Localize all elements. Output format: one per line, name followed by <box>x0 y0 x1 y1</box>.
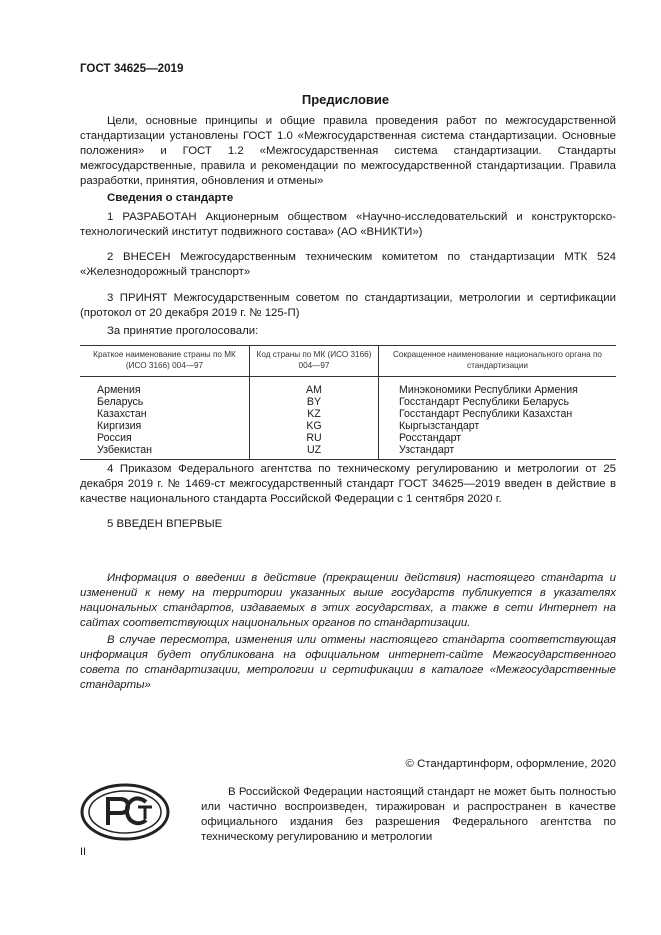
page-title: Предисловие <box>301 92 390 107</box>
table-row <box>80 408 616 420</box>
page-number: II <box>80 846 87 858</box>
agency-cell: Узстандарт <box>379 444 617 460</box>
voting-table <box>80 345 616 460</box>
code-cell: RU <box>250 432 379 444</box>
item-3: 3 ПРИНЯТ Межгосударственным советом по стандартизации, метрологии и сертификации (протокол от 20 декабря 2019 г. № 125-П) <box>80 292 616 319</box>
table-header-row <box>80 346 616 377</box>
item-2: 2 ВНЕСЕН Межгосударственным техническим комитетом по стандартизации МТК 524 «Железнодорожный транспорт» <box>80 251 616 278</box>
table-header-country: Краткое наименование страны по МК (ИСО 3166) 004—97 <box>80 346 250 377</box>
code-cell: KZ <box>250 408 379 420</box>
table-row <box>80 444 616 460</box>
item-5: 5 ВВЕДЕН ВПЕРВЫЕ <box>107 518 223 530</box>
agency-cell: Госстандарт Республики Казахстан <box>379 408 617 420</box>
rst-certification-logo-icon <box>80 783 170 841</box>
table-row <box>80 396 616 408</box>
info-paragraph-1: Информация о введении в действие (прекращении действия) настоящего стандарта и изменений к нему на территории указанных выше государств публикуется в указателях национальных стандартов, издаваемых в этих государствах, а также в сети Интернет на сайтах соответствующих национальных органов по стандартизации. <box>80 572 616 629</box>
item-4: 4 Приказом Федерального агентства по техническому регулированию и метрологии от 25 декабря 2019 г. № 1469-ст межгосударственный стандарт ГОСТ 34625—2019 введен в действие в качестве национального стандарта Российской Федерации с 1 сентября 2020 г. <box>80 463 616 505</box>
code-cell: AM <box>250 377 379 397</box>
section-heading: Сведения о стандарте <box>107 192 234 204</box>
table-header-code: Код страны по МК (ИСО 3166) 004—97 <box>250 346 379 377</box>
copyright-notice: © Стандартинформ, оформление, 2020 <box>405 758 616 770</box>
item-1: 1 РАЗРАБОТАН Акционерным обществом «Научно-исследовательский и конструкторско-технологический институт подвижного состава» (АО «ВНИКТИ») <box>80 211 616 238</box>
code-cell: KG <box>250 420 379 432</box>
info-paragraph-2: В случае пересмотра, изменения или отмены настоящего стандарта соответствующая информация будет опубликована на официальном интернет-сайте Межгосударственного совета по стандартизации, метрологии и сертификации в каталоге «Межгосударственные стандарты» <box>80 634 616 691</box>
table-header-agency: Сокращенное наименование национального органа по стандартизации <box>379 346 617 377</box>
code-cell: UZ <box>250 444 379 460</box>
country-cell: Казахстан <box>97 408 147 420</box>
intro-paragraph: Цели, основные принципы и общие правила проведения работ по межгосударственной стандартизации установлены ГОСТ 1.0 «Межгосударственная система стандартизации. Основные положения» и ГОСТ 1.2 «Межгосударственная система стандартизации. Стандарты межгосударственные, правила и рекомендации по межгосударственной стандартизации. Правила разработки, принятия, обновления и отмены» <box>80 115 616 187</box>
table-row <box>80 377 616 397</box>
country-cell: Узбекистан <box>80 444 250 460</box>
agency-cell: Госстандарт Республики Беларусь <box>379 396 617 408</box>
agency-cell: Минэкономики Республики Армения <box>379 377 617 397</box>
code-cell: BY <box>250 396 379 408</box>
table-row <box>80 432 616 444</box>
rights-notice: В Российской Федерации настоящий стандарт не может быть полностью или частично воспроизведен, тиражирован и распространен в качестве официального издания без разрешения Федерального агентства по техническому регулированию и метрологии <box>201 786 616 843</box>
voted-label: За принятие проголосовали: <box>107 325 259 337</box>
country-cell: Беларусь <box>97 396 144 408</box>
rst-logo <box>80 783 170 846</box>
agency-cell: Кыргызстандарт <box>379 420 617 432</box>
standard-number: ГОСТ 34625—2019 <box>80 62 184 75</box>
country-cell: Армения <box>97 384 141 396</box>
country-cell: Россия <box>97 432 132 444</box>
agency-cell: Росстандарт <box>379 432 617 444</box>
table-row <box>80 420 616 432</box>
country-cell: Киргизия <box>97 420 142 432</box>
